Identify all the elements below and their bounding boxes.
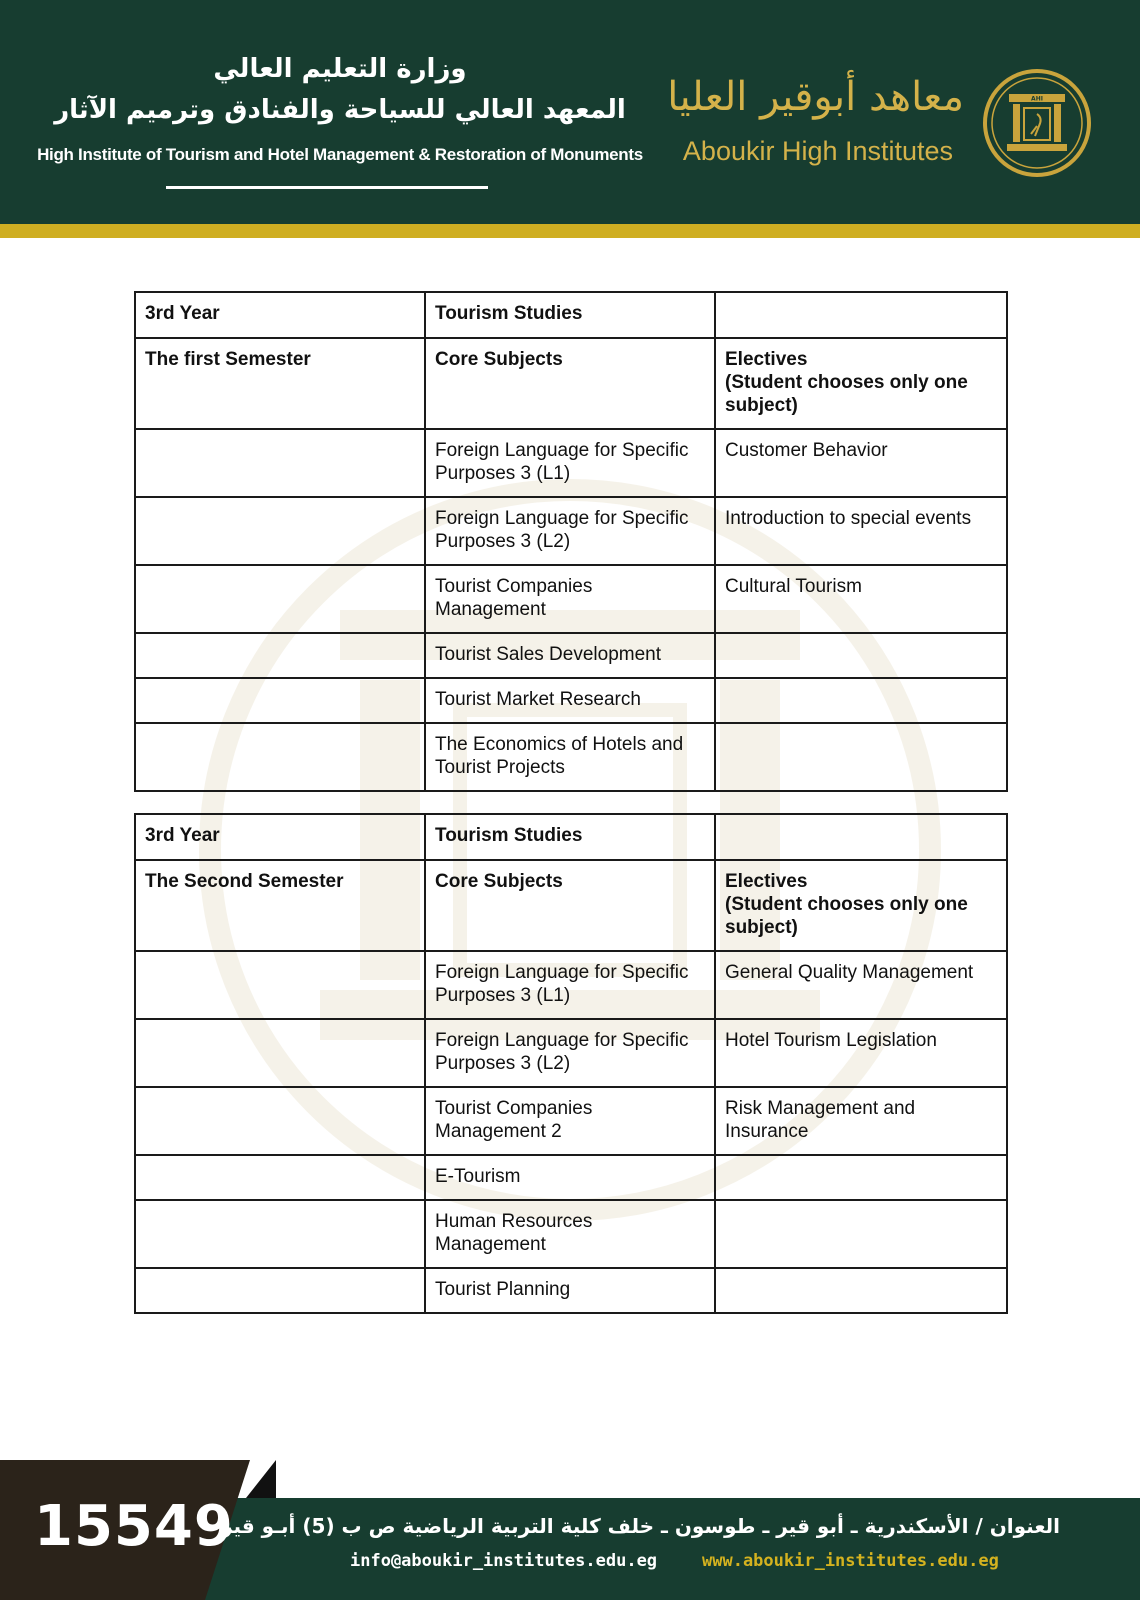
header-gold-stripe bbox=[0, 224, 1140, 238]
core-subject-cell: Human Resources Management bbox=[425, 1200, 715, 1268]
elective-cell bbox=[715, 723, 1007, 791]
table-header-row bbox=[135, 292, 1007, 338]
elective-cell bbox=[715, 1268, 1007, 1313]
institute-title-en: High Institute of Tourism and Hotel Management & Restoration of Monuments bbox=[37, 145, 643, 164]
table-row bbox=[135, 1087, 1007, 1155]
table-cell bbox=[135, 429, 425, 497]
core-subjects-heading: Core Subjects bbox=[425, 338, 715, 429]
core-subject-cell: Foreign Language for Specific Purposes 3 (L2) bbox=[425, 497, 715, 565]
core-subject-cell: Foreign Language for Specific Purposes 3 (L1) bbox=[425, 429, 715, 497]
program-cell: Tourism Studies bbox=[425, 814, 715, 860]
year-cell: 3rd Year bbox=[135, 814, 425, 860]
postal-code: 15549 bbox=[34, 1494, 234, 1559]
table-cell bbox=[135, 497, 425, 565]
table-row bbox=[135, 678, 1007, 723]
footer-corner-accent bbox=[246, 1460, 276, 1498]
table-cell bbox=[135, 678, 425, 723]
table-cell bbox=[135, 565, 425, 633]
core-subject-cell: E-Tourism bbox=[425, 1155, 715, 1200]
schedule-table-first-semester bbox=[134, 291, 1008, 792]
core-subject-cell: Tourist Companies Management bbox=[425, 565, 715, 633]
emblem-logo-icon bbox=[982, 68, 1092, 178]
electives-note: (Student chooses only one subject) bbox=[725, 894, 968, 938]
table-row bbox=[135, 633, 1007, 678]
elective-cell: General Quality Management bbox=[715, 951, 1007, 1019]
empty-header-cell bbox=[715, 292, 1007, 338]
table-cell bbox=[135, 1019, 425, 1087]
elective-cell: Hotel Tourism Legislation bbox=[715, 1019, 1007, 1087]
table-cell bbox=[135, 1268, 425, 1313]
core-subject-cell: Tourist Market Research bbox=[425, 678, 715, 723]
table-row bbox=[135, 1268, 1007, 1313]
electives-title: Electives bbox=[725, 349, 808, 370]
program-cell: Tourism Studies bbox=[425, 292, 715, 338]
empty-header-cell bbox=[715, 814, 1007, 860]
table-row bbox=[135, 1019, 1007, 1087]
email-link[interactable]: info@aboukir_institutes.edu.eg bbox=[350, 1551, 658, 1571]
elective-cell: Introduction to special events bbox=[715, 497, 1007, 565]
table-row bbox=[135, 497, 1007, 565]
core-subject-cell: Tourist Planning bbox=[425, 1268, 715, 1313]
elective-cell: Cultural Tourism bbox=[715, 565, 1007, 633]
core-subject-cell: Foreign Language for Specific Purposes 3 (L2) bbox=[425, 1019, 715, 1087]
ministry-title-ar: وزارة التعليم العالي bbox=[213, 54, 467, 84]
electives-title: Electives bbox=[725, 871, 808, 892]
table-cell bbox=[135, 723, 425, 791]
core-subject-cell: The Economics of Hotels and Tourist Projects bbox=[425, 723, 715, 791]
electives-heading bbox=[715, 338, 1007, 429]
core-subjects-heading: Core Subjects bbox=[425, 860, 715, 951]
table-row bbox=[135, 723, 1007, 791]
logo-text-ar: معاهد أبوقير العليا bbox=[667, 74, 964, 120]
institute-title-ar: المعهد العالي للسياحة والفنادق وترميم الآثار bbox=[54, 95, 626, 125]
elective-cell bbox=[715, 633, 1007, 678]
website-link[interactable]: www.aboukir_institutes.edu.eg bbox=[702, 1551, 999, 1571]
table-cell bbox=[135, 951, 425, 1019]
table-cell bbox=[135, 633, 425, 678]
address-ar: العنوان / الأسكندرية ـ أبو قير ـ طوسون ـ خلف كلية التربية الرياضية ص ب (5) أبـو قير bbox=[221, 1514, 1060, 1538]
table-row bbox=[135, 565, 1007, 633]
schedule-table-second-semester bbox=[134, 813, 1008, 1314]
elective-cell: Customer Behavior bbox=[715, 429, 1007, 497]
core-subject-cell: Tourist Companies Management 2 bbox=[425, 1087, 715, 1155]
table-cell bbox=[135, 1200, 425, 1268]
semester-cell: The first Semester bbox=[135, 338, 425, 429]
core-subject-cell: Foreign Language for Specific Purposes 3 (L1) bbox=[425, 951, 715, 1019]
table-subheader-row bbox=[135, 860, 1007, 951]
table-row bbox=[135, 951, 1007, 1019]
elective-cell bbox=[715, 1155, 1007, 1200]
table-cell bbox=[135, 1087, 425, 1155]
electives-note: (Student chooses only one subject) bbox=[725, 372, 968, 416]
table-cell bbox=[135, 1155, 425, 1200]
table-row bbox=[135, 429, 1007, 497]
logo-text-en: Aboukir High Institutes bbox=[682, 136, 954, 166]
table-row bbox=[135, 1200, 1007, 1268]
year-cell: 3rd Year bbox=[135, 292, 425, 338]
table-header-row bbox=[135, 814, 1007, 860]
electives-heading bbox=[715, 860, 1007, 951]
elective-cell: Risk Management and Insurance bbox=[715, 1087, 1007, 1155]
table-row bbox=[135, 1155, 1007, 1200]
table-subheader-row bbox=[135, 338, 1007, 429]
header-divider bbox=[166, 186, 488, 189]
elective-cell bbox=[715, 1200, 1007, 1268]
emblem-text: AHI bbox=[1031, 95, 1043, 103]
core-subject-cell: Tourist Sales Development bbox=[425, 633, 715, 678]
elective-cell bbox=[715, 678, 1007, 723]
semester-cell: The Second Semester bbox=[135, 860, 425, 951]
